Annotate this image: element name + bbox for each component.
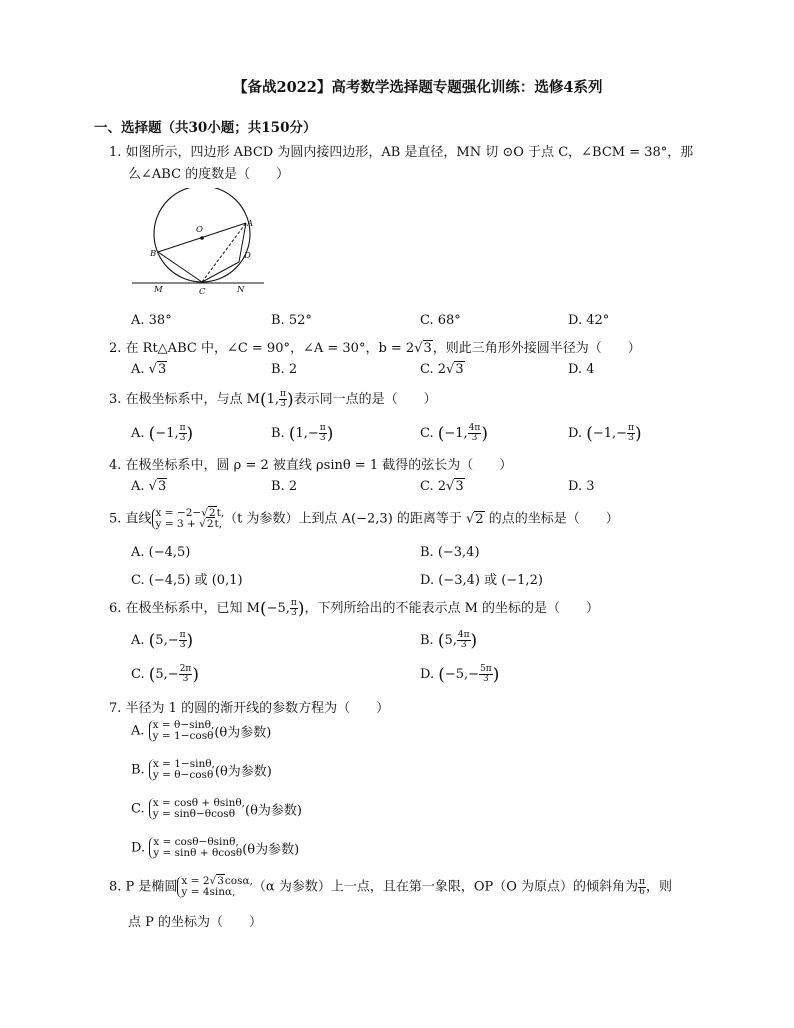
q2-option-b[interactable]: B. 2 xyxy=(271,362,298,377)
q2-option-d[interactable]: D. 4 xyxy=(568,362,595,377)
q7-option-a[interactable]: A. x = θ−sinθ, y = 1−cosθ (θ为参数) xyxy=(131,719,272,742)
segment-ac-dashed xyxy=(202,223,246,282)
q7-option-b[interactable]: B. x = 1−sinθ, y = θ−cosθ (θ为参数) xyxy=(131,758,272,781)
q6-option-a[interactable]: A. (5,− $\frac{\pi}{3}$ ) xyxy=(131,630,194,651)
question-1-line2: 么∠ABC 的度数是（ ） xyxy=(128,167,290,182)
center-point-o xyxy=(200,236,204,240)
question-7: 7. 半径为 1 的圆的渐开线的参数方程为（ ） xyxy=(109,701,390,716)
q3-option-d[interactable]: D. (−1,− $\frac{\pi}{3}$ ) xyxy=(568,423,642,444)
label-d: D xyxy=(244,251,251,261)
q4-option-c[interactable]: C. 2√3 xyxy=(420,479,464,494)
page-title: 【备战2022】高考数学选择题专题强化训练：选修4系列 xyxy=(233,79,603,96)
question-8-line2: 点 P 的坐标为（ ） xyxy=(128,915,263,930)
q1-option-d[interactable]: D. 42° xyxy=(568,313,610,328)
q2-option-a[interactable]: A. √3 xyxy=(131,362,167,377)
q2-root: 3 xyxy=(423,341,432,356)
question-4: 4. 在极坐标系中，圆 ρ = 2 被直线 ρsinθ = 1 截得的弦长为（ ） xyxy=(109,458,513,473)
q1-option-a[interactable]: A. 38° xyxy=(131,313,172,328)
q1-option-b[interactable]: B. 52° xyxy=(271,313,312,328)
q2-text-post: ，则此三角形外接圆半径为（ ） xyxy=(432,341,641,356)
q3-option-c[interactable]: C. (−1, $\frac{4\pi}{3}$ ) xyxy=(420,423,488,444)
q6-option-b[interactable]: B. (5, $\frac{4\pi}{3}$ ) xyxy=(420,630,478,651)
q4-option-a[interactable]: A. √3 xyxy=(131,479,167,494)
q6-option-c[interactable]: C. (5,− $\frac{2\pi}{3}$ ) xyxy=(131,664,199,685)
q4-option-b[interactable]: B. 2 xyxy=(271,479,298,494)
q5-option-a[interactable]: A. (−4,5) xyxy=(131,545,191,560)
segment-cd xyxy=(202,262,239,282)
q1-option-c[interactable]: C. 68° xyxy=(420,313,461,328)
q7-option-c[interactable]: C. x = cosθ + θsinθ, y = sinθ−θcosθ (θ为参数) xyxy=(131,797,303,820)
label-m: M xyxy=(154,285,163,295)
q2-option-c[interactable]: C. 2√3 xyxy=(420,362,464,377)
label-a: A xyxy=(247,219,254,229)
q4-option-d[interactable]: D. 3 xyxy=(568,479,595,494)
q3-option-a[interactable]: A. (−1, $\frac{\pi}{3}$ ) xyxy=(131,423,194,444)
question-1-line1: 1. 如图所示，四边形 ABCD 为圆内接四边形，AB 是直径，MN 切 ⊙O 于点 C，∠BCM = 38°，那 xyxy=(109,145,694,160)
q5-option-d[interactable]: D. (−3,4) 或 (−1,2) xyxy=(420,573,543,588)
q2-text-pre: 2. 在 Rt△ABC 中，∠C = 90°，∠A = 30°，b = 2 xyxy=(109,341,415,356)
segment-bc xyxy=(158,252,202,282)
question-3: 3. 在极坐标系中，与点 M(1, $\frac{\pi}{3}$ )表示同一点的是（ ） xyxy=(109,389,437,410)
q6-option-d[interactable]: D. (−5,− $\frac{5\pi}{3}$ ) xyxy=(420,664,500,685)
label-c: C xyxy=(199,287,206,297)
question-5: 5. 直线 x = −2−√2t, y = 3 + √2t, （t 为参数）上到点 A(−2,3) 的距离等于 √2 的点的坐标是（ ） xyxy=(109,507,619,530)
q5-option-b[interactable]: B. (−3,4) xyxy=(420,545,480,560)
q3-option-b[interactable]: B. (1,− $\frac{\pi}{3}$ ) xyxy=(271,423,334,444)
circle-figure xyxy=(130,188,270,298)
q5-option-c[interactable]: C. (−4,5) 或 (0,1) xyxy=(131,573,243,588)
label-o: O xyxy=(196,225,203,235)
label-b: B xyxy=(150,249,157,259)
question-6: 6. 在极坐标系中，已知 M(−5, $\frac{\pi}{3}$ )，下列所给出的不能表示点 M 的坐标的是（ ） xyxy=(109,598,600,619)
label-n: N xyxy=(237,285,245,295)
question-8-line1: 8. P 是椭圆 x = 2√3cosα, y = 4sinα, （α 为参数）上一点，且在第一象限，OP（O 为原点）的倾斜角为 $\frac{\pi}{6}$ ，则 xyxy=(109,875,672,898)
q7-option-d[interactable]: D. x = cosθ−θsinθ, y = sinθ + θcosθ (θ为参数) xyxy=(131,836,300,859)
section-heading: 一、选择题（共30小题；共150分） xyxy=(94,120,317,136)
figure-circle xyxy=(154,188,250,282)
question-2: 2. 在 Rt△ABC 中，∠C = 90°，∠A = 30°，b = 2√3，则此三角形外接圆半径为（ ） xyxy=(109,341,641,356)
